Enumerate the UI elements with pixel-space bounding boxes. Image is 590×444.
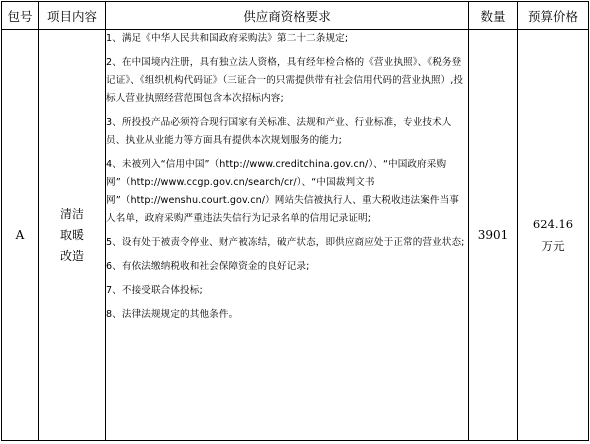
budget-amount: 624.16 [532, 217, 574, 231]
table-row [2, 30, 589, 441]
project-line: 取暖 [59, 227, 84, 242]
budget-unit: 万元 [541, 239, 565, 253]
requirement-item-6: 6、有依法缴纳税收和社会保障资金的良好记录; [106, 261, 310, 272]
requirement-item-2: 2、在中国境内注册，具有独立法人资格，具有经年检合格的《营业执照》、《税务登记证》、《组织机构代码证》（三证合一的只需提供带有社会信用代码的营业执照）,投标人营业执照经营范围包含本次招标内容; [106, 57, 464, 104]
package-cell: A [2, 30, 39, 441]
quantity-cell: 3901 [469, 30, 518, 441]
requirement-item-8: 8、法律法规规定的其他条件。 [106, 309, 239, 320]
header-project: 项目内容 [39, 2, 106, 30]
requirement-item-1: 1、满足《中华人民共和国政府采购法》第二十二条规定; [106, 33, 349, 44]
requirements-cell [106, 30, 469, 441]
project-cell [39, 30, 106, 441]
project-line: 改造 [59, 248, 84, 263]
header-budget: 预算价格 [518, 2, 589, 30]
project-line: 清洁 [59, 206, 84, 221]
requirement-item-7: 7、不接受联合体投标; [106, 285, 203, 296]
requirement-item-5: 5、设有处于被责令停业、财产被冻结，破产状态，即供应商应处于正常的营业状态; [106, 237, 465, 248]
header-quantity: 数量 [469, 2, 518, 30]
header-requirements: 供应商资格要求 [106, 2, 469, 30]
header-row [2, 2, 589, 30]
requirement-item-4: 4、未被列入“信用中国”（http://www.creditchina.gov.cn/）、“中国政府采购网”（http://www.ccgp.gov.cn/search/cr/）、“中国裁判文书网”（http://wenshu.court.gov.cn/）网站失信被执行人、重大税收违法案件当事人名单，政府采购严重违法失信行为记录名单的信用记录证明; [106, 159, 459, 224]
procurement-table [1, 1, 589, 441]
header-package: 包号 [2, 2, 39, 30]
budget-cell [518, 30, 589, 441]
requirement-item-3: 3、所投投产品必须符合现行国家有关标准、法规和产业、行业标准，专业技术人员、执业从业能力等方面具有提供本次规划服务的能力; [106, 117, 452, 146]
